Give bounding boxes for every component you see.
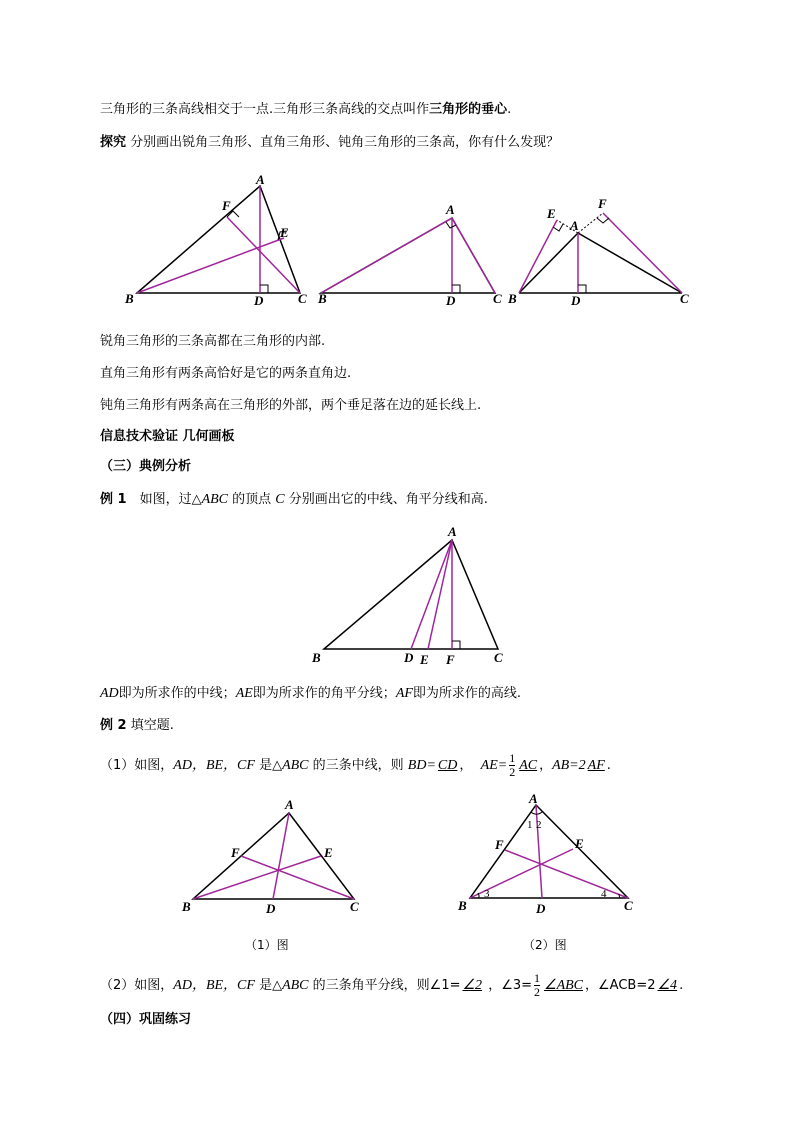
label-B: B: [182, 899, 191, 914]
fraction-half: [534, 972, 540, 999]
numerator: 1: [534, 971, 541, 985]
right-conclusion: 直角三角形有两条高恰好是它的两条直角边.: [100, 366, 352, 381]
medians-figure: [181, 797, 359, 916]
text: .: [507, 102, 512, 117]
explore-prompt: [100, 133, 559, 153]
var-c: C: [275, 492, 285, 507]
label-E: E: [420, 652, 429, 667]
text: ，: [539, 758, 553, 773]
label-C: C: [298, 291, 307, 306]
example-1-figure: [0, 520, 794, 670]
var-ae: AE: [235, 686, 253, 701]
var-ae: AE=: [480, 758, 508, 773]
answer-angle-abc: ∠ABC: [544, 978, 584, 993]
caption-figure-2: （2）图: [523, 938, 567, 952]
text: 的三条中线，则: [308, 758, 408, 773]
label-C: C: [493, 291, 502, 306]
question-1: [100, 752, 611, 779]
label-B: B: [508, 291, 517, 306]
label-F: F: [598, 196, 607, 211]
label-C: C: [680, 291, 689, 306]
answer-angle-2: ∠2: [462, 978, 483, 993]
label-A: A: [256, 172, 265, 187]
vars: AD，BE，CF: [173, 758, 255, 773]
label-E: E: [280, 225, 289, 240]
answer-angle-4: ∠4: [657, 978, 678, 993]
right-triangle: [317, 202, 502, 308]
denominator: 2: [534, 985, 541, 999]
var-bd: BD=: [407, 758, 436, 773]
text: .: [606, 758, 611, 773]
var-abc: ABC: [282, 758, 309, 773]
text: 的顶点: [228, 492, 276, 507]
label-D: D: [446, 293, 456, 308]
angle-3: 3: [484, 888, 490, 900]
text: 三角形的三条高线相交于一点.三角形三条高线的交点叫作: [100, 102, 430, 117]
text: 填空题.: [126, 718, 174, 733]
var-abc: ABC: [282, 978, 309, 993]
example-2-figures: [0, 791, 794, 925]
example-2: [100, 716, 174, 736]
angle-1: 1: [527, 819, 533, 831]
label-F: F: [446, 652, 455, 667]
vars: AD，BE，CF: [173, 978, 255, 993]
text: 如图，过△: [126, 492, 202, 507]
fraction-half: [509, 752, 515, 779]
text: 是△: [254, 758, 283, 773]
label-C: C: [350, 899, 359, 914]
section-heading-4: （四）巩固练习: [100, 1012, 192, 1027]
text: （1）如图，: [100, 758, 174, 773]
label-C: C: [494, 650, 503, 665]
label-A: A: [285, 797, 294, 812]
example-1-answer: [100, 684, 521, 704]
垂心-definition: [100, 100, 511, 120]
example-1: [100, 490, 488, 510]
label-A: A: [570, 218, 579, 233]
example-1-label: 例 1: [100, 492, 127, 507]
label-D: D: [536, 901, 546, 916]
angle-2: 2: [536, 819, 542, 831]
label-E: E: [575, 836, 584, 851]
bisectors-figure: [457, 791, 633, 916]
label-A: A: [448, 524, 457, 539]
var-ab: AB=2: [552, 758, 586, 773]
label-F: F: [222, 198, 231, 213]
text: 是△: [254, 978, 283, 993]
caption-figure-1: （1）图: [245, 938, 289, 952]
term-orthocenter: 三角形的垂心: [429, 102, 508, 117]
label-B: B: [458, 898, 467, 913]
three-triangles-figure: [0, 170, 794, 330]
text: ，∠3=: [488, 978, 533, 993]
label-B: B: [312, 650, 321, 665]
explore-label: 探究: [100, 135, 127, 150]
angle-4: 4: [601, 888, 607, 900]
explore-text: 分别画出锐角三角形、直角三角形、钝角三角形的三条高，你有什么发现？: [126, 135, 560, 150]
text: ，∠ACB=2: [585, 978, 656, 993]
text: 分别画出它的中线、角平分线和高.: [284, 492, 488, 507]
label-F: F: [231, 845, 240, 860]
label-B: B: [318, 291, 327, 306]
text: 即为所求作的高线.: [412, 686, 522, 701]
answer-cd: CD: [437, 758, 458, 773]
text: （2）如图，: [100, 978, 174, 993]
example-2-label: 例 2: [100, 718, 127, 733]
label-D: D: [254, 293, 264, 308]
var-ad: AD: [100, 686, 119, 701]
label-E: E: [324, 845, 333, 860]
numerator: 1: [509, 751, 516, 765]
text: 即为所求作的中线；: [118, 686, 236, 701]
question-2: [100, 972, 683, 999]
text: 的三条角平分线，则∠1=: [308, 978, 461, 993]
label-B: B: [125, 291, 134, 306]
info-tech-note: 信息技术验证 几何画板: [100, 429, 235, 444]
label-A: A: [446, 202, 455, 217]
label-A: A: [529, 791, 538, 806]
label-C: C: [624, 898, 633, 913]
label-D: D: [266, 901, 276, 916]
label-D: D: [571, 293, 581, 308]
denominator: 2: [509, 765, 516, 779]
obtuse-conclusion: 钝角三角形有两条高在三角形的外部，两个垂足落在边的延长线上.: [100, 398, 482, 413]
label-F: F: [495, 837, 504, 852]
section-heading-3: （三）典例分析: [100, 459, 192, 474]
label-E: E: [547, 206, 556, 221]
label-D: D: [404, 650, 414, 665]
text: .: [679, 978, 684, 993]
answer-af: AF: [587, 758, 605, 773]
var-af: AF: [395, 686, 413, 701]
answer-ac: AC: [519, 758, 538, 773]
text: 即为所求作的角平分线；: [252, 686, 396, 701]
text: ，: [459, 758, 473, 773]
acute-triangle: [124, 172, 307, 308]
acute-conclusion: 锐角三角形的三条高都在三角形的内部.: [100, 334, 326, 349]
obtuse-triangle: [507, 196, 689, 308]
var-abc: ABC: [201, 492, 229, 507]
